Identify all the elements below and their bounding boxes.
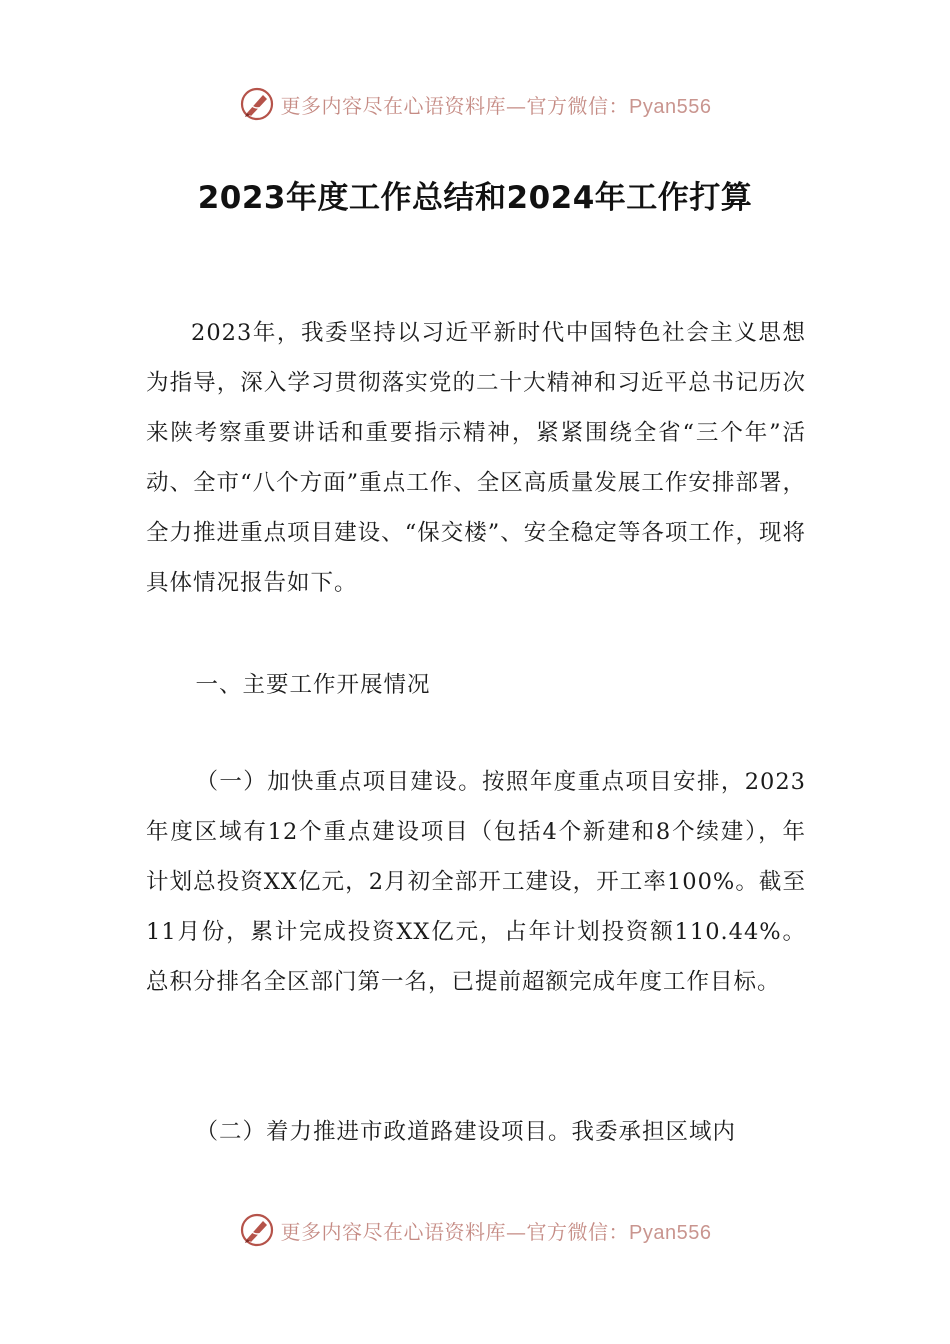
paragraph-intro bbox=[146, 308, 806, 608]
section-heading-1 bbox=[146, 660, 806, 710]
watermark-cn: 更多内容尽在心语资料库—官方微信： bbox=[280, 1219, 630, 1244]
watermark-text bbox=[281, 1216, 712, 1245]
paragraph-subsection-2 bbox=[146, 1107, 806, 1157]
watermark-footer bbox=[0, 1210, 950, 1250]
watermark-header bbox=[0, 84, 950, 124]
watermark-text bbox=[281, 90, 712, 119]
watermark-cn: 更多内容尽在心语资料库—官方微信： bbox=[280, 93, 630, 118]
paragraph-subsection-1 bbox=[146, 757, 806, 1007]
watermark-wechat-id: Pyan556 bbox=[629, 1221, 712, 1244]
section-heading-1-text: 一、主要工作开展情况 bbox=[195, 672, 431, 698]
pen-logo-icon bbox=[239, 86, 275, 122]
pen-logo-icon bbox=[239, 1212, 275, 1248]
paragraph-subsection-1-text: （一）加快重点项目建设。按照年度重点项目安排，2023年度区域有12个重点建设项目（包括4个新建和8个续建），年计划总投资XX亿元，2月初全部开工建设，开工率100%。截至11月份，累计完成投资XX亿元，占年计划投资额110.44%。总积分排名全区部门第一名，已提前超额完成年度工作目标。 bbox=[146, 769, 806, 995]
paragraph-intro-text: 2023年，我委坚持以习近平新时代中国特色社会主义思想为指导，深入学习贯彻落实党的二十大精神和习近平总书记历次来陕考察重要讲话和重要指示精神，紧紧围绕全省“三个年”活动、全市“八个方面”重点工作、全区高质量发展工作安排部署，全力推进重点项目建设、“保交楼”、安全稳定等各项工作，现将具体情况报告如下。 bbox=[146, 320, 806, 596]
document-title: 2023年度工作总结和2024年工作打算 bbox=[197, 180, 753, 216]
paragraph-subsection-2-text: （二）着力推进市政道路建设项目。我委承担区域内 bbox=[195, 1119, 737, 1145]
watermark-wechat-id: Pyan556 bbox=[629, 95, 712, 118]
